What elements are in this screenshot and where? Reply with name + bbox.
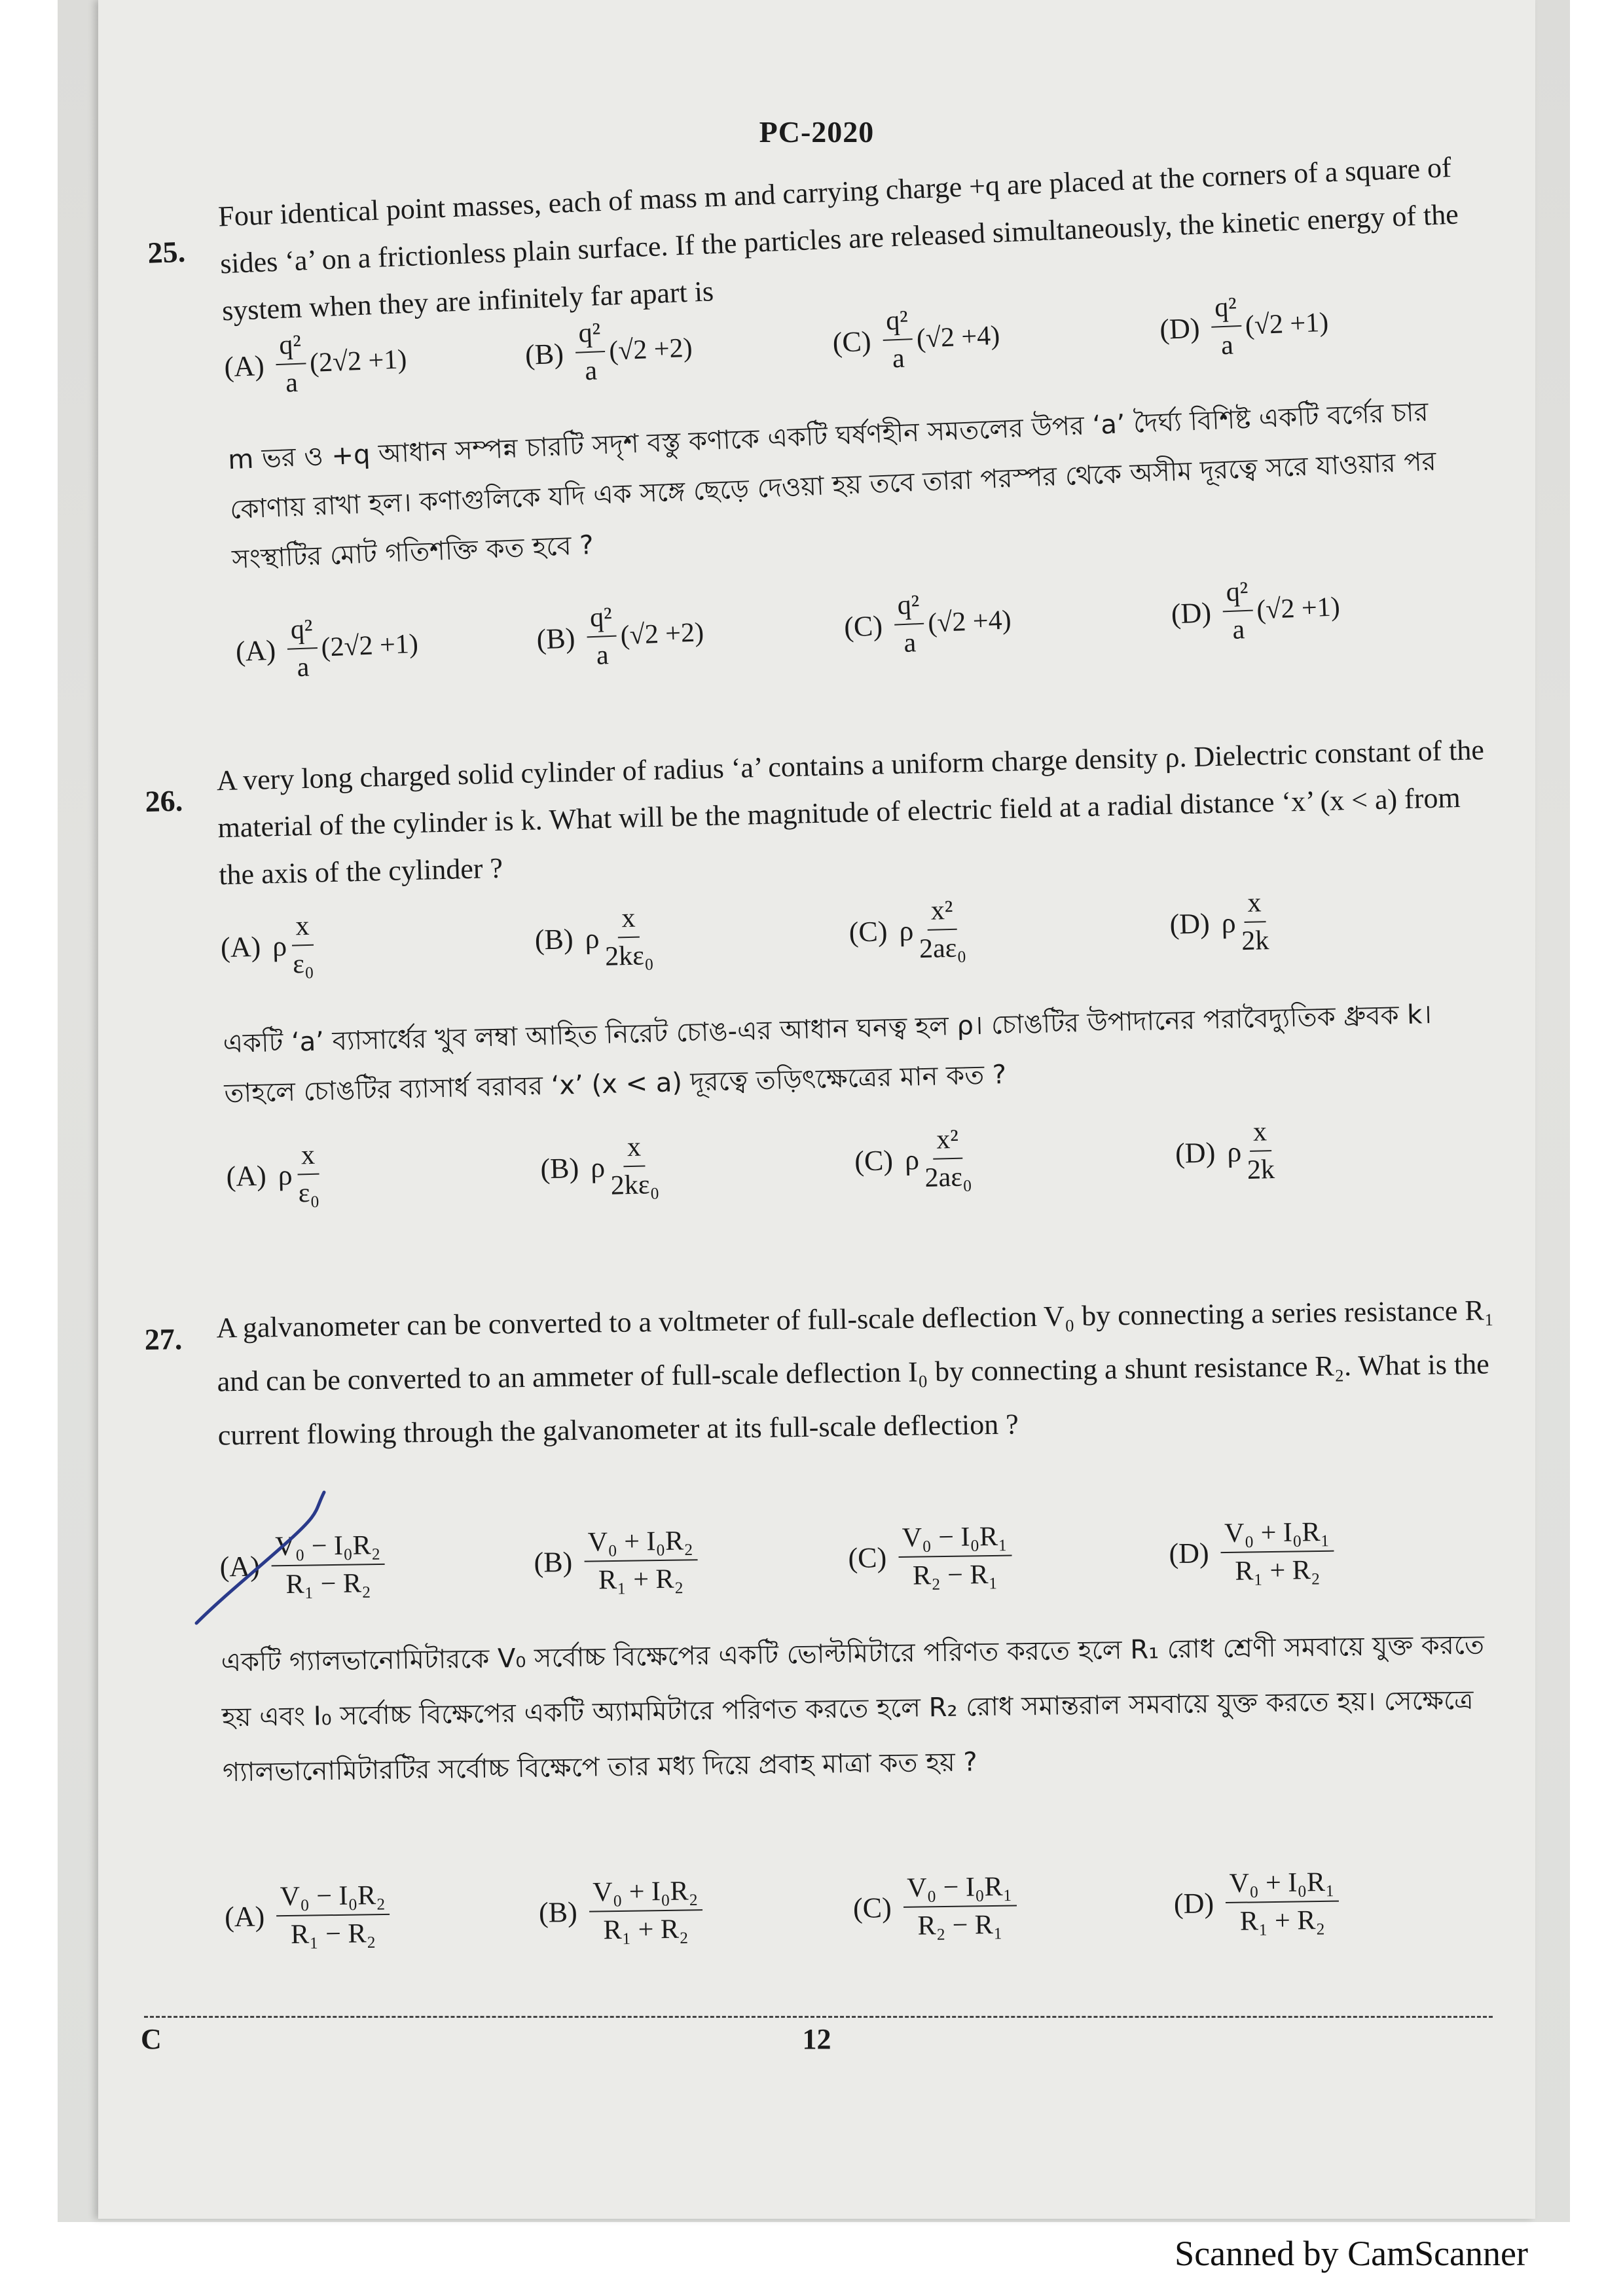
numerator: x: [623, 1130, 645, 1167]
denominator: ε₀: [298, 1177, 320, 1209]
option-label: (C): [848, 1541, 887, 1574]
option-label: (A): [223, 349, 265, 383]
option-label: (D): [1173, 1886, 1214, 1920]
exam-page: [98, 0, 1535, 2219]
camscanner-watermark: Scanned by CamScanner: [1175, 2234, 1528, 2273]
question-text-bengali: একটি ‘a’ ব্যাসার্ধের খুব লম্বা আহিত নিরেট চোঙ-এর আধান ঘনত্ব হল ρ। চোঙটির উপাদানের পরাবৈদ্যুতিক ধ্রুবক k। তাহলে চোঙটির ব্যাসার্ধ বরাবর ‘x’ (x < a) দূরত্বে তড়িৎক্ষেত্রের মান কত ?: [223, 999, 1432, 1109]
denominator: 2k: [1247, 1155, 1275, 1186]
denominator: R₁ + R₂: [598, 1564, 684, 1596]
option-label: (B): [538, 1895, 578, 1929]
rho-symbol: ρ: [272, 929, 287, 962]
numerator: V₀ − I₀R₁: [903, 1869, 1017, 1907]
numerator: q²: [1222, 575, 1253, 613]
option-label: (A): [219, 1550, 261, 1583]
option-label: (C): [852, 1891, 892, 1924]
option-label: (C): [831, 325, 872, 359]
option-term: (√2 +1): [1256, 592, 1341, 626]
denominator: 2aε₀: [924, 1162, 973, 1194]
denominator: a: [903, 628, 917, 658]
denominator: 2kε₀: [604, 941, 655, 972]
numerator: V₀ − I₀R₁: [898, 1520, 1012, 1558]
option-label: (C): [843, 609, 883, 643]
option-label: (B): [534, 1545, 573, 1579]
option-label: (D): [1169, 1536, 1209, 1570]
numerator: x: [291, 909, 314, 946]
denominator: ε₀: [292, 948, 314, 980]
denominator: a: [285, 367, 299, 399]
question-number: 25.: [147, 234, 186, 270]
numerator: q²: [1210, 290, 1241, 328]
numerator: q²: [274, 327, 306, 365]
question-text-bengali: একটি গ্যালভানোমিটারকে V₀ সর্বোচ্চ বিক্ষেপের একটি ভোল্টমিটারে পরিণত করতে হলে R₁ রোধ শ্রেণী সমবায়ে যুক্ত করতে হয় এবং I₀ সর্বোচ্চ বিক্ষেপের একটি অ্যামমিটারে পরিণত করতে হলে R₂ রোধ সমান্তরাল সমবায়ে যুক্ত করতে হয়। সেক্ষেত্রে গ্যালভানোমিটারটির সর্বোচ্চ বিক্ষেপে তার মধ্য দিয়ে প্রবাহ মাত্রা কত হয় ?: [221, 1630, 1485, 1788]
denominator: a: [892, 343, 905, 374]
numerator: V₀ + I₀R₂: [583, 1524, 697, 1562]
booklet-set: C: [141, 2023, 162, 2055]
rho-symbol: ρ: [904, 1143, 920, 1176]
denominator: a: [595, 640, 610, 671]
option-label: (C): [854, 1143, 894, 1177]
option-label: (C): [848, 914, 888, 948]
numerator: x: [1243, 886, 1266, 923]
rho-symbol: ρ: [1221, 906, 1237, 939]
option-label: (D): [1175, 1136, 1216, 1170]
numerator: x: [617, 901, 640, 939]
numerator: q²: [574, 315, 606, 353]
numerator: V₀ − I₀R₂: [276, 1878, 390, 1916]
numerator: q²: [286, 612, 318, 650]
denominator: 2kε₀: [610, 1169, 660, 1201]
numerator: V₀ + I₀R₁: [1220, 1515, 1334, 1553]
paper-code: PC-2020: [759, 115, 875, 149]
denominator: a: [1231, 615, 1246, 645]
numerator: q²: [881, 303, 913, 341]
option-term: (2√2 +1): [309, 344, 408, 379]
option-term: (√2 +2): [619, 617, 704, 651]
denominator: R₁ − R₂: [285, 1568, 371, 1600]
pen-tick-mark: [98, 0, 1535, 2219]
page-number: 12: [802, 2023, 831, 2055]
option-label: (B): [539, 1151, 579, 1185]
footer-divider: [144, 2016, 1493, 2018]
numerator: x: [1249, 1115, 1271, 1152]
denominator: a: [584, 355, 598, 387]
question-text-english: A very long charged solid cylinder of radius ‘a’ contains a uniform charge density ρ. Dielectric constant of the material of the cylinder is k. What will be the magnitude of electric field at a radial distance ‘x’ (x < a) from the axis of the cylinder ?: [216, 733, 1485, 891]
rho-symbol: ρ: [590, 1151, 606, 1184]
rho-symbol: ρ: [584, 922, 600, 955]
numerator: x²: [926, 893, 957, 931]
option-term: (√2 +4): [927, 605, 1012, 639]
option-label: (D): [1170, 596, 1212, 630]
rho-symbol: ρ: [898, 914, 914, 947]
question-number: 26.: [144, 783, 183, 818]
rho-symbol: ρ: [1226, 1135, 1242, 1168]
denominator: R₁ + R₂: [603, 1914, 689, 1946]
denominator: R₂ − R₁: [912, 1559, 998, 1591]
option-label: (D): [1169, 906, 1211, 941]
option-term: (2√2 +1): [320, 628, 419, 663]
option-label: (A): [220, 930, 261, 963]
denominator: R₁ + R₂: [1239, 1905, 1326, 1937]
denominator: 2k: [1241, 925, 1269, 957]
denominator: 2aε₀: [919, 933, 967, 965]
option-label: (B): [534, 922, 574, 956]
option-term: (√2 +1): [1245, 307, 1330, 341]
numerator: q²: [585, 600, 617, 638]
denominator: R₁ + R₂: [1235, 1554, 1321, 1587]
option-label: (A): [226, 1159, 267, 1193]
option-label: (D): [1159, 312, 1201, 346]
numerator: V₀ + I₀R₂: [589, 1874, 702, 1912]
option-label: (B): [536, 621, 576, 656]
question-number: 27.: [144, 1322, 183, 1356]
question-text-bengali: m ভর ও +q আধান সম্পন্ন চারটি সদৃশ বস্তু কণাকে একটি ঘর্ষণহীন সমতলের উপর ‘a’ দৈর্ঘ্য বিশিষ্ট একটি বর্গের চার কোণায় রাখা হল। কণাগুলিকে যদি এক সঙ্গে ছেড়ে দেওয়া হয় তবে তারা পরস্পর থেকে অসীম দূরত্বে সরে যাওয়ার পর সংস্থাটির মোট গতিশক্তি কত হবে ?: [227, 397, 1437, 575]
numerator: x²: [932, 1122, 963, 1160]
denominator: a: [1220, 330, 1234, 361]
numerator: q²: [893, 588, 924, 626]
rho-symbol: ρ: [278, 1158, 293, 1191]
option-term: (√2 +2): [608, 332, 693, 367]
question-text-english: Four identical point masses, each of mass m and carrying charge +q are placed at the corners of a square of sides ‘a’ on a frictionless plain surface. If the particles are released simultaneously, the kinetic energy of the system when they are infinitely far apart is: [217, 151, 1459, 327]
question-text-english: A galvanometer can be converted to a voltmeter of full-scale deflection V₀ by connecting a series resistance R₁ and can be converted to an ammeter of full-scale deflection I₀ by connecting a shunt resistance R₂. What is the current flowing through the galvanometer at its full-scale deflection ?: [216, 1294, 1495, 1452]
option-label: (A): [235, 634, 277, 668]
denominator: a: [296, 652, 310, 683]
option-label: (A): [224, 1900, 265, 1933]
option-term: (√2 +4): [916, 320, 1000, 354]
option-label: (B): [524, 337, 564, 371]
denominator: R₁ − R₂: [290, 1918, 376, 1950]
numerator: V₀ − I₀R₂: [271, 1528, 385, 1566]
numerator: x: [297, 1138, 319, 1175]
numerator: V₀ + I₀R₁: [1225, 1865, 1339, 1903]
denominator: R₂ − R₁: [917, 1909, 1003, 1941]
